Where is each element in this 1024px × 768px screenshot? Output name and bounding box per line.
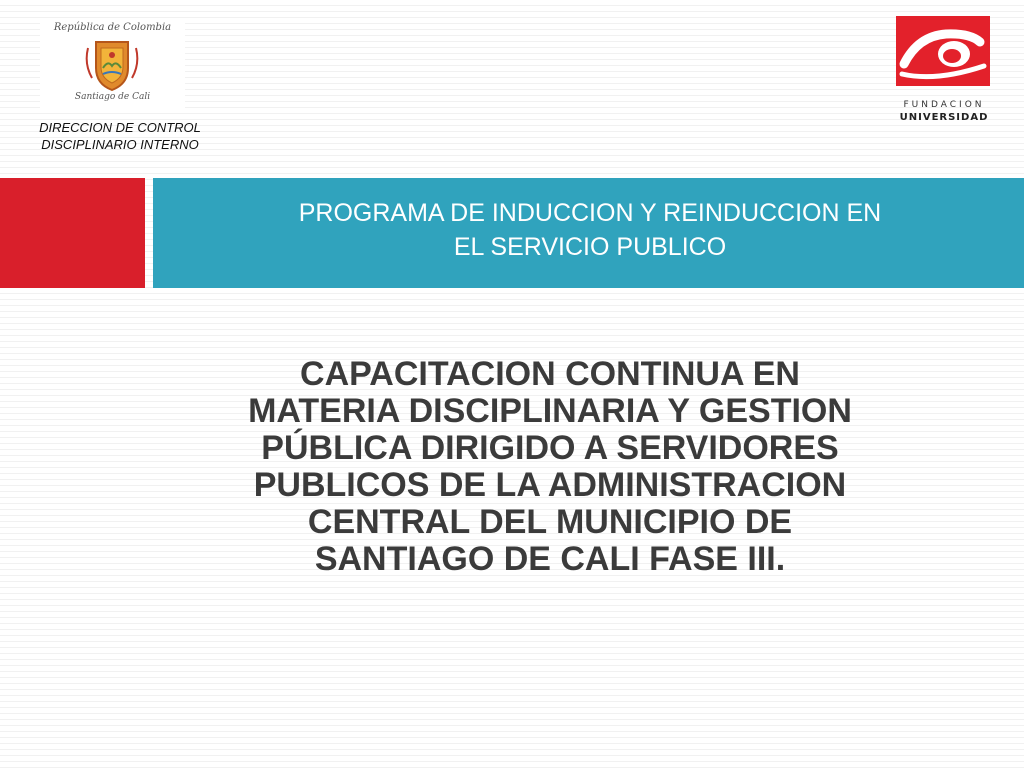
body-line: PÚBLICA DIRIGIDO A SERVIDORES	[261, 429, 839, 467]
coat-of-arms-icon	[82, 38, 142, 92]
body-line: MATERIA DISCIPLINARIA Y GESTION	[248, 392, 852, 430]
body-line: SANTIAGO DE CALI FASE III.	[314, 540, 786, 578]
seal-top-text: República de Colombia	[53, 22, 172, 33]
logo-text-universidad: UNIVERSIDAD	[899, 112, 989, 123]
department-line: DISCIPLINARIO INTERNO	[41, 137, 199, 152]
slide-body-text	[140, 356, 960, 578]
fundacion-universidad-logo	[892, 16, 996, 128]
department-name	[0, 119, 240, 153]
fundacion-universidad-logo-icon	[896, 16, 990, 86]
title-line: EL SERVICIO PUBLICO	[453, 233, 727, 261]
title-line: PROGRAMA DE INDUCCION Y REINDUCCION EN	[298, 199, 882, 227]
seal-bottom-text: Santiago de Cali	[74, 92, 151, 102]
banner-red-accent	[0, 178, 145, 288]
body-line: CENTRAL DEL MUNICIPIO DE	[307, 503, 793, 541]
department-line: DIRECCION DE CONTROL	[39, 120, 201, 135]
body-line: PUBLICOS DE LA ADMINISTRACION	[253, 466, 847, 504]
logo-text-fundacion: FUNDACION	[903, 100, 985, 110]
slide-title	[175, 196, 1005, 264]
body-line: CAPACITACION CONTINUA EN	[300, 355, 800, 393]
coat-of-arms-seal	[40, 18, 185, 110]
